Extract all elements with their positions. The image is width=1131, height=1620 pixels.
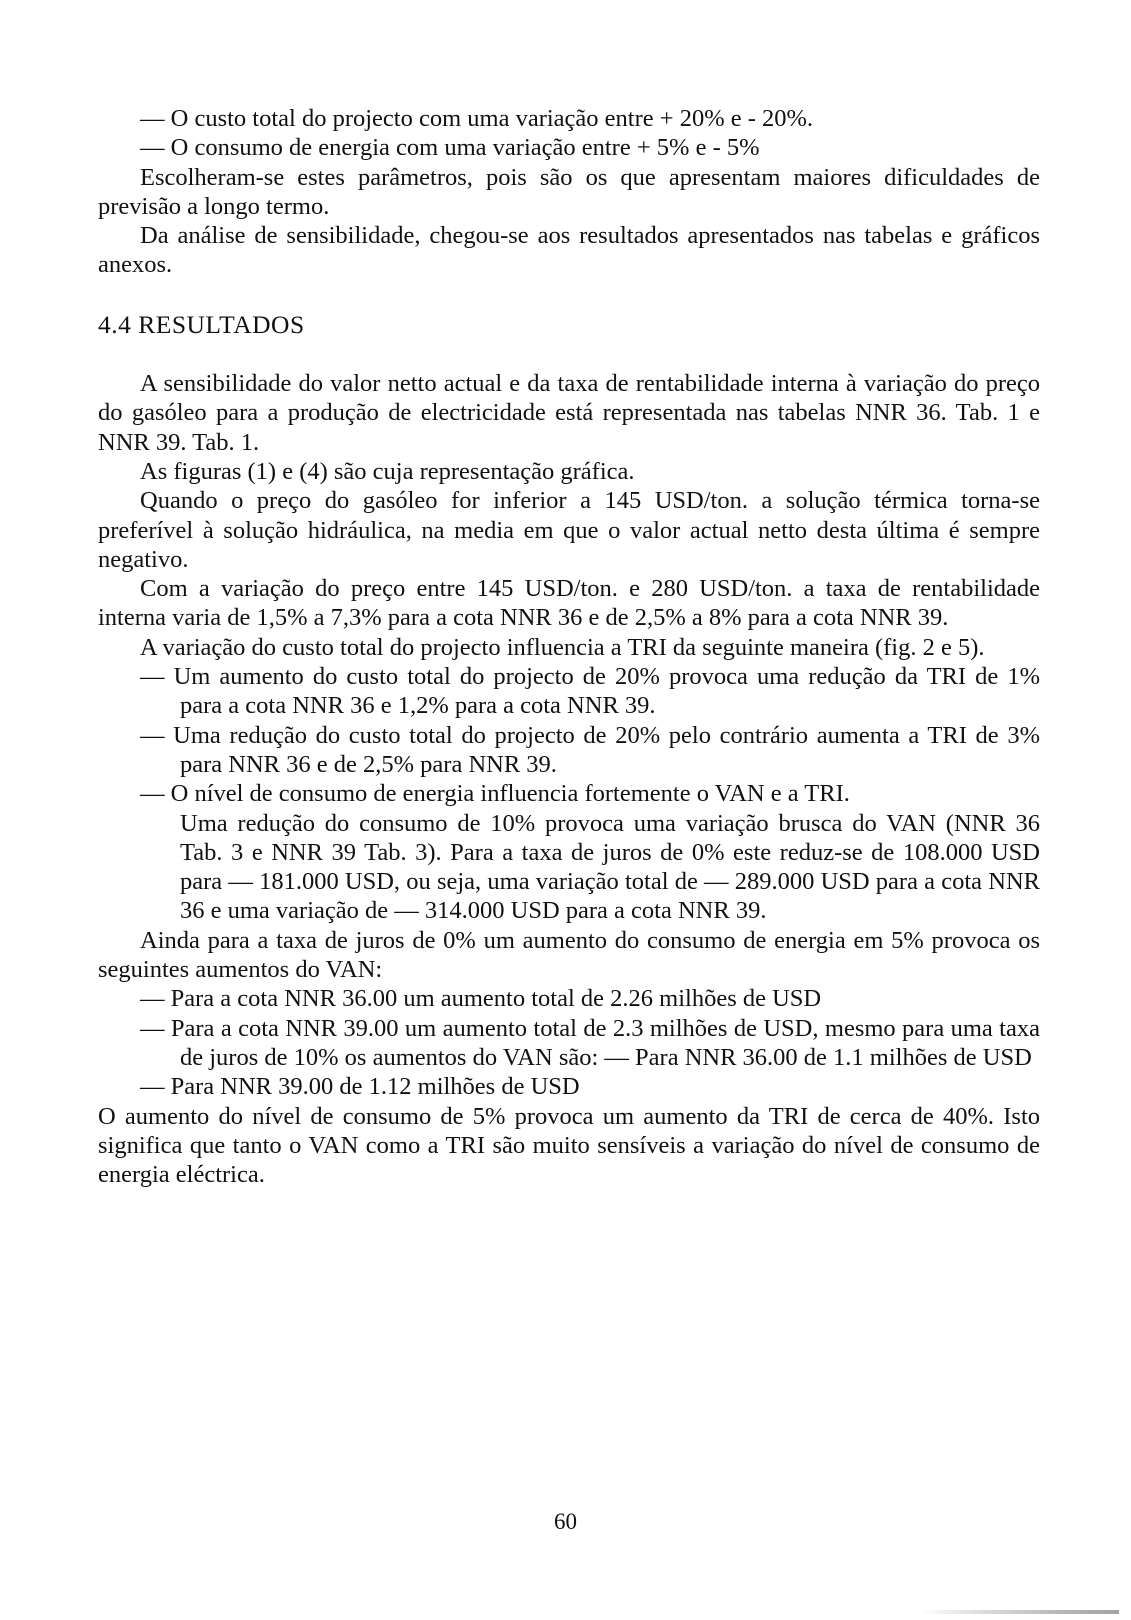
paragraph-preco-gasoleo: Quando o preço do gasóleo for inferior a 145 USD/ton. a solução térmica torna-se preferível à solução hidráulica, na media em que o valor actual netto desta última é sempre negativo. xyxy=(98,487,1040,573)
paragraph-analise: Da análise de sensibilidade, chegou-se aos resultados apresentados nas tabelas e gráficos anexos. xyxy=(98,222,1040,279)
page-number: 60 xyxy=(554,1509,577,1534)
page-body xyxy=(98,104,1040,1189)
bullet-aumento-custo: — Um aumento do custo total do projecto de 20% provoca uma redução da TRI de 1% para a cota NNR 36 e 1,2% para a cota NNR 39. xyxy=(140,663,1040,720)
section-heading: 4.4 RESULTADOS xyxy=(98,309,305,339)
bullet-custo-total: — O custo total do projecto com uma variação entre + 20% e - 20%. xyxy=(140,105,814,132)
bullet-cota-36: — Para a cota NNR 36.00 um aumento total de 2.26 milhões de USD xyxy=(140,985,822,1013)
bullet-reducao-custo: — Uma redução do custo total do projecto de 20% pelo contrário aumenta a TRI de 3% para NNR 36 e de 2,5% para NNR 39. xyxy=(140,721,1040,778)
paragraph-sensibilidade: A sensibilidade do valor netto actual e da taxa de rentabilidade interna à variação do preço do gasóleo para a produção de electricidade está representada nas tabelas NNR 36. Tab. 1 e NNR 39. Tab. 1. xyxy=(98,370,1040,456)
bullet-nivel-consumo: — O nível de consumo de energia influencia fortemente o VAN e a TRI. xyxy=(140,780,850,808)
scan-artifact xyxy=(919,1610,1119,1614)
paragraph-variacao-preco: Com a variação do preço entre 145 USD/ton. e 280 USD/ton. a taxa de rentabilidade interna varia de 1,5% a 7,3% para a cota NNR 36 e de 2,5% a 8% para a cota NNR 39. xyxy=(98,575,1040,632)
paragraph-parametros: Escolheram-se estes parâmetros, pois são os que apresentam maiores dificuldades de previsão a longo termo. xyxy=(98,163,1040,220)
paragraph-taxa-juros: Ainda para a taxa de juros de 0% um aumento do consumo de energia em 5% provoca os seguintes aumentos do VAN: xyxy=(98,926,1040,984)
paragraph-conclusao: O aumento do nível de consumo de 5% provoca um aumento da TRI de cerca de 40%. Isto significa que tanto o VAN como a TRI são muito sensíveis a variação do nível de consumo de energia eléctrica. xyxy=(98,1102,1040,1189)
bullet-cota-39: — Para a cota NNR 39.00 um aumento total de 2.3 milhões de USD, mesmo para uma taxa de juros de 10% os aumentos do VAN são: — Para NNR 36.00 de 1.1 milhões de USD xyxy=(140,1014,1040,1071)
paragraph-custo-projecto: A variação do custo total do projecto influencia a TRI da seguinte maneira (fig. 2 e 5). xyxy=(140,633,985,661)
bullet-consumo-energia: — O consumo de energia com uma variação entre + 5% e - 5% xyxy=(140,134,760,162)
bullet-nnr-39: — Para NNR 39.00 de 1.12 milhões de USD xyxy=(140,1073,580,1101)
paragraph-reducao-consumo: Uma redução do consumo de 10% provoca uma variação brusca do VAN (NNR 36 Tab. 3 e NNR 39 Tab. 3). Para a taxa de juros de 0% este reduz-se de 108.000 USD para — 181.000 USD, ou seja, uma variação total de — 289.000 USD para a cota NNR 36 e uma variação de — 314.000 USD para a cota NNR 39. xyxy=(180,809,1040,925)
paragraph-figuras: As figuras (1) e (4) são cuja representação gráfica. xyxy=(140,457,635,485)
